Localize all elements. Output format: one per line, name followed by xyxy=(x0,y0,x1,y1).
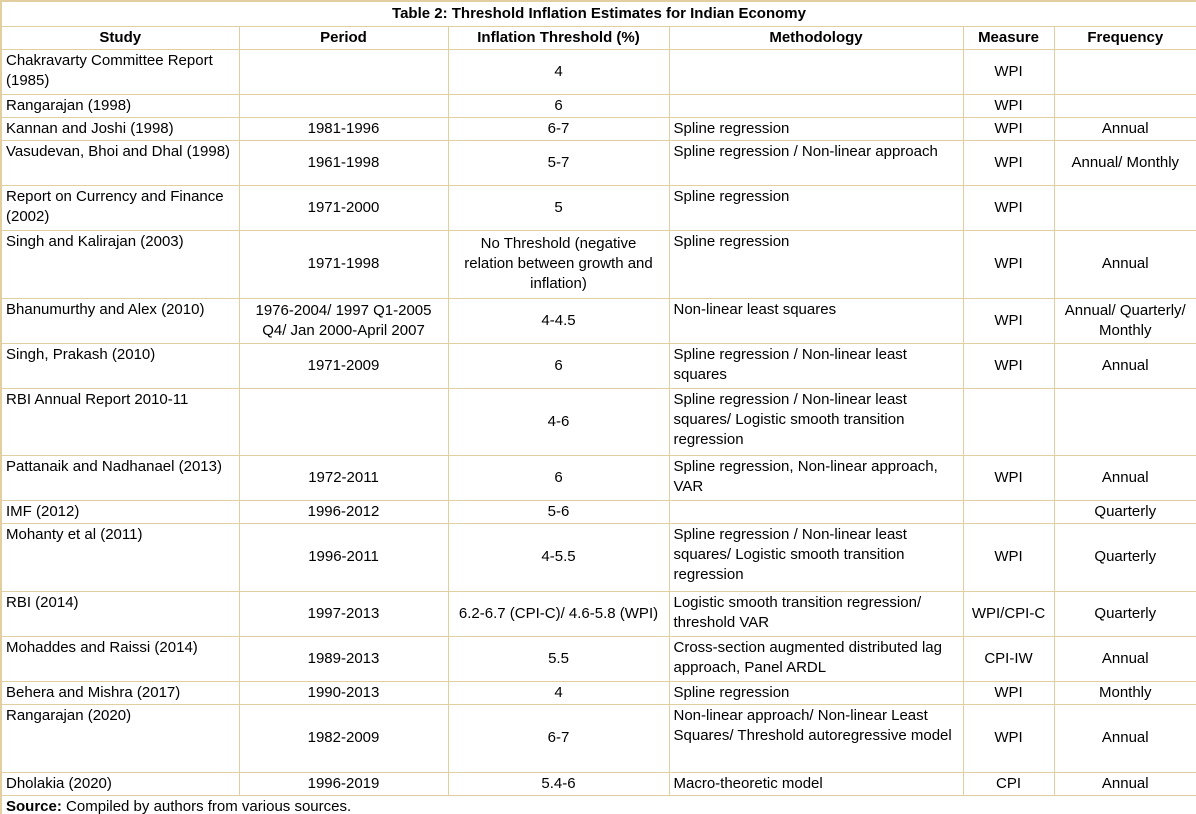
cell-threshold: 5.4-6 xyxy=(448,772,669,795)
column-header-frequency: Frequency xyxy=(1054,26,1196,49)
cell-threshold: 4-6 xyxy=(448,388,669,455)
source-text: Compiled by authors from various sources. xyxy=(61,798,352,814)
cell-frequency: Annual/ Monthly xyxy=(1054,140,1196,185)
cell-threshold: 6 xyxy=(448,455,669,500)
table-title-row xyxy=(1,1,1196,26)
cell-frequency: Annual xyxy=(1054,455,1196,500)
cell-methodology: Non-linear least squares xyxy=(669,298,963,343)
cell-measure: WPI xyxy=(963,455,1054,500)
source-label: Source: xyxy=(6,798,62,814)
cell-methodology: Cross-section augmented distributed lag approach, Panel ARDL xyxy=(669,636,963,681)
cell-methodology: Macro-theoretic model xyxy=(669,772,963,795)
cell-study: Behera and Mishra (2017) xyxy=(1,681,239,704)
cell-period: 1997-2013 xyxy=(239,591,448,636)
cell-measure: CPI xyxy=(963,772,1054,795)
cell-study: RBI Annual Report 2010-11 xyxy=(1,388,239,455)
table-row xyxy=(1,49,1196,94)
cell-methodology: Non-linear approach/ Non-linear Least Squares/ Threshold autoregressive model xyxy=(669,704,963,772)
cell-frequency: Annual xyxy=(1054,704,1196,772)
table-source-row xyxy=(1,795,1196,814)
table-row xyxy=(1,94,1196,117)
cell-measure: WPI/CPI-C xyxy=(963,591,1054,636)
table-row xyxy=(1,343,1196,388)
table-row xyxy=(1,636,1196,681)
cell-period: 1982-2009 xyxy=(239,704,448,772)
table-row xyxy=(1,298,1196,343)
cell-measure: WPI xyxy=(963,230,1054,298)
cell-period xyxy=(239,94,448,117)
cell-measure: WPI xyxy=(963,681,1054,704)
cell-methodology: Logistic smooth transition regression/ threshold VAR xyxy=(669,591,963,636)
table-row xyxy=(1,140,1196,185)
cell-frequency: Annual xyxy=(1054,343,1196,388)
cell-methodology xyxy=(669,49,963,94)
column-header-period: Period xyxy=(239,26,448,49)
cell-threshold: 4-4.5 xyxy=(448,298,669,343)
table-row xyxy=(1,455,1196,500)
cell-threshold: 5.5 xyxy=(448,636,669,681)
cell-measure: WPI xyxy=(963,185,1054,230)
cell-study: Dholakia (2020) xyxy=(1,772,239,795)
table-row xyxy=(1,681,1196,704)
cell-period: 1972-2011 xyxy=(239,455,448,500)
cell-threshold: 6-7 xyxy=(448,117,669,140)
cell-frequency: Monthly xyxy=(1054,681,1196,704)
cell-period: 1971-2000 xyxy=(239,185,448,230)
cell-measure: WPI xyxy=(963,523,1054,591)
cell-frequency xyxy=(1054,388,1196,455)
table-source xyxy=(1,795,1196,814)
table-row xyxy=(1,704,1196,772)
cell-methodology: Spline regression, Non-linear approach, VAR xyxy=(669,455,963,500)
cell-frequency: Annual xyxy=(1054,230,1196,298)
cell-methodology: Spline regression / Non-linear least squares/ Logistic smooth transition regression xyxy=(669,523,963,591)
cell-period: 1971-2009 xyxy=(239,343,448,388)
cell-study: Mohanty et al (2011) xyxy=(1,523,239,591)
cell-methodology: Spline regression xyxy=(669,681,963,704)
table-row xyxy=(1,500,1196,523)
cell-measure: WPI xyxy=(963,49,1054,94)
cell-frequency: Quarterly xyxy=(1054,523,1196,591)
cell-frequency: Annual xyxy=(1054,772,1196,795)
cell-period: 1989-2013 xyxy=(239,636,448,681)
cell-threshold: 6-7 xyxy=(448,704,669,772)
cell-threshold: 6 xyxy=(448,343,669,388)
cell-period: 1976-2004/ 1997 Q1-2005 Q4/ Jan 2000-April 2007 xyxy=(239,298,448,343)
cell-threshold: 5 xyxy=(448,185,669,230)
cell-period xyxy=(239,49,448,94)
cell-period: 1971-1998 xyxy=(239,230,448,298)
column-header-measure: Measure xyxy=(963,26,1054,49)
cell-frequency xyxy=(1054,49,1196,94)
table-header-row xyxy=(1,26,1196,49)
cell-study: Rangarajan (2020) xyxy=(1,704,239,772)
cell-period: 1996-2019 xyxy=(239,772,448,795)
column-header-study: Study xyxy=(1,26,239,49)
cell-frequency: Annual/ Quarterly/ Monthly xyxy=(1054,298,1196,343)
cell-study: Chakravarty Committee Report (1985) xyxy=(1,49,239,94)
cell-frequency: Quarterly xyxy=(1054,500,1196,523)
cell-measure: WPI xyxy=(963,704,1054,772)
cell-threshold: 4 xyxy=(448,49,669,94)
cell-methodology: Spline regression / Non-linear least squares/ Logistic smooth transition regression xyxy=(669,388,963,455)
cell-threshold: 4-5.5 xyxy=(448,523,669,591)
cell-threshold: No Threshold (negative relation between growth and inflation) xyxy=(448,230,669,298)
cell-study: Report on Currency and Finance (2002) xyxy=(1,185,239,230)
cell-threshold: 5-7 xyxy=(448,140,669,185)
cell-period: 1981-1996 xyxy=(239,117,448,140)
table-row xyxy=(1,772,1196,795)
table-row xyxy=(1,185,1196,230)
cell-period: 1961-1998 xyxy=(239,140,448,185)
cell-methodology: Spline regression xyxy=(669,185,963,230)
cell-methodology xyxy=(669,94,963,117)
cell-methodology: Spline regression xyxy=(669,230,963,298)
cell-frequency: Annual xyxy=(1054,117,1196,140)
cell-measure: WPI xyxy=(963,298,1054,343)
cell-threshold: 5-6 xyxy=(448,500,669,523)
cell-measure xyxy=(963,388,1054,455)
cell-period: 1990-2013 xyxy=(239,681,448,704)
table-row xyxy=(1,230,1196,298)
cell-period: 1996-2012 xyxy=(239,500,448,523)
cell-measure: WPI xyxy=(963,343,1054,388)
cell-study: Mohaddes and Raissi (2014) xyxy=(1,636,239,681)
cell-methodology xyxy=(669,500,963,523)
cell-threshold: 6 xyxy=(448,94,669,117)
column-header-threshold: Inflation Threshold (%) xyxy=(448,26,669,49)
cell-study: Singh and Kalirajan (2003) xyxy=(1,230,239,298)
cell-period xyxy=(239,388,448,455)
cell-methodology: Spline regression / Non-linear least squares xyxy=(669,343,963,388)
table-row xyxy=(1,523,1196,591)
cell-threshold: 4 xyxy=(448,681,669,704)
cell-study: Bhanumurthy and Alex (2010) xyxy=(1,298,239,343)
cell-frequency: Quarterly xyxy=(1054,591,1196,636)
cell-study: Pattanaik and Nadhanael (2013) xyxy=(1,455,239,500)
table-row xyxy=(1,117,1196,140)
cell-measure: CPI-IW xyxy=(963,636,1054,681)
cell-frequency: Annual xyxy=(1054,636,1196,681)
cell-study: RBI (2014) xyxy=(1,591,239,636)
cell-threshold: 6.2-6.7 (CPI-C)/ 4.6-5.8 (WPI) xyxy=(448,591,669,636)
cell-measure: WPI xyxy=(963,94,1054,117)
cell-study: IMF (2012) xyxy=(1,500,239,523)
cell-study: Rangarajan (1998) xyxy=(1,94,239,117)
cell-methodology: Spline regression xyxy=(669,117,963,140)
table-title: Table 2: Threshold Inflation Estimates for Indian Economy xyxy=(1,1,1196,26)
cell-study: Kannan and Joshi (1998) xyxy=(1,117,239,140)
table-row xyxy=(1,591,1196,636)
table-row xyxy=(1,388,1196,455)
cell-study: Singh, Prakash (2010) xyxy=(1,343,239,388)
column-header-methodology: Methodology xyxy=(669,26,963,49)
cell-measure: WPI xyxy=(963,140,1054,185)
cell-methodology: Spline regression / Non-linear approach xyxy=(669,140,963,185)
cell-frequency xyxy=(1054,94,1196,117)
cell-measure xyxy=(963,500,1054,523)
cell-study: Vasudevan, Bhoi and Dhal (1998) xyxy=(1,140,239,185)
cell-period: 1996-2011 xyxy=(239,523,448,591)
cell-frequency xyxy=(1054,185,1196,230)
cell-measure: WPI xyxy=(963,117,1054,140)
